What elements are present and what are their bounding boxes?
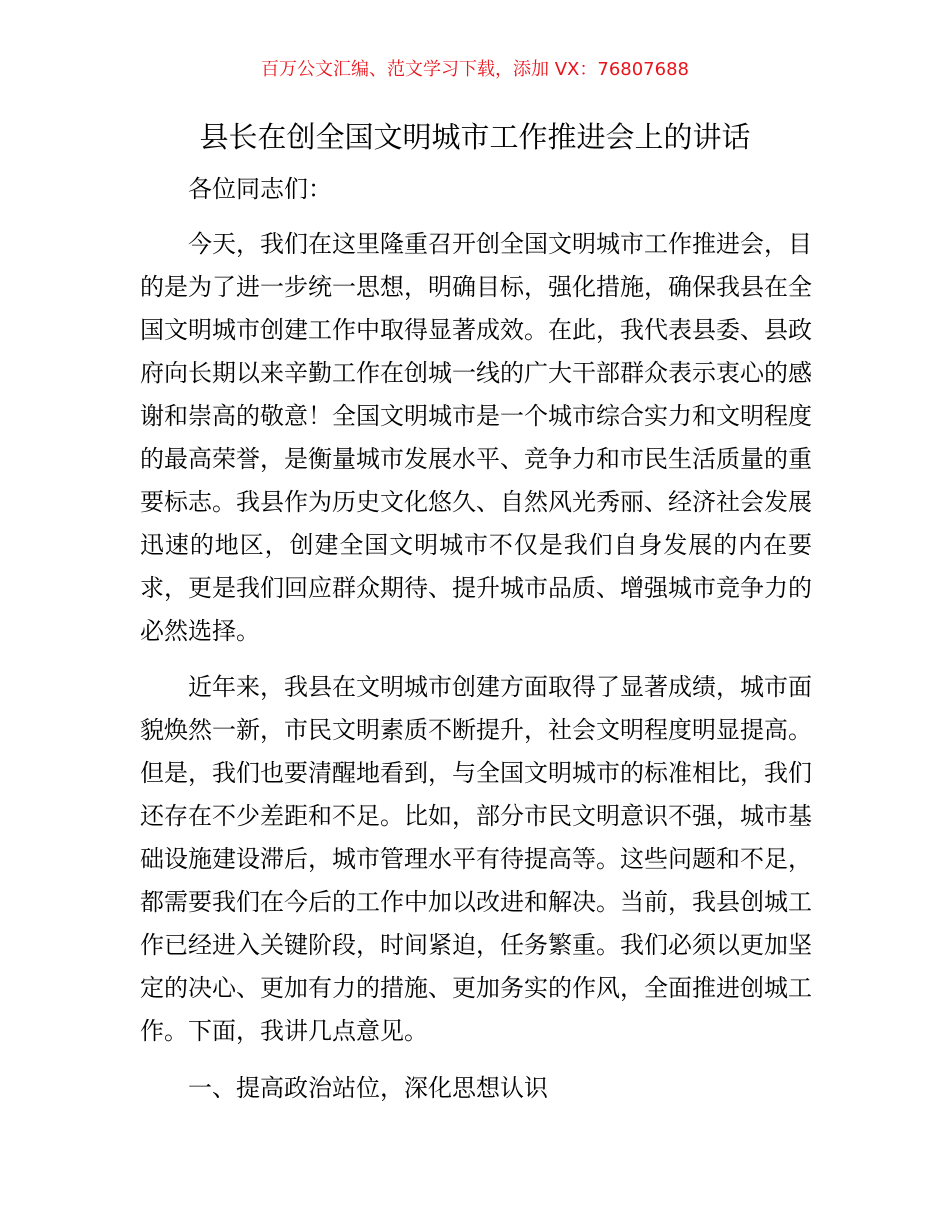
paragraph-progress: 近年来，我县在文明城市创建方面取得了显著成绩，城市面貌焕然一新，市民文明素质不断提升，社会文明程度明显提高。但是，我们也要清醒地看到，与全国文明城市的标准相比，我们还存在不少差距和不足。比如，部分市民文明意识不强，城市基础设施建设滞后，城市管理水平有待提高等。这些问题和不足，都需要我们在今后的工作中加以改进和解决。当前，我县创城工作已经进入关键阶段，时间紧迫，任务繁重。我们必须以更加坚定的决心、更加有力的措施、更加务实的作风，全面推进创城工作。下面，我讲几点意见。 [140, 673, 812, 1045]
paragraph-opening: 今天，我们在这里隆重召开创全国文明城市工作推进会，目的是为了进一步统一思想，明确目标，强化措施，确保我县在全国文明城市创建工作中取得显著成效。在此，我代表县委、县政府向长期以来辛勤工作在创城一线的广大干部群众表示衷心的感谢和崇高的敬意！全国文明城市是一个城市综合实力和文明程度的最高荣誉，是衡量城市发展水平、竞争力和市民生活质量的重要标志。我县作为历史文化悠久、自然风光秀丽、经济社会发展迅速的地区，创建全国文明城市不仅是我们自身发展的内在要求，更是我们回应群众期待、提升城市品质、增强城市竞争力的必然选择。 [140, 230, 812, 645]
document-title: 县长在创全国文明城市工作推进会上的讲话 [199, 120, 751, 154]
section-heading: 一、提高政治站位，深化思想认识 [188, 1074, 548, 1102]
watermark-header: 百万公文汇编、范文学习下载，添加 VX：76807688 [261, 59, 689, 80]
salutation: 各位同志们： [188, 175, 332, 203]
document-body [140, 168, 812, 1110]
